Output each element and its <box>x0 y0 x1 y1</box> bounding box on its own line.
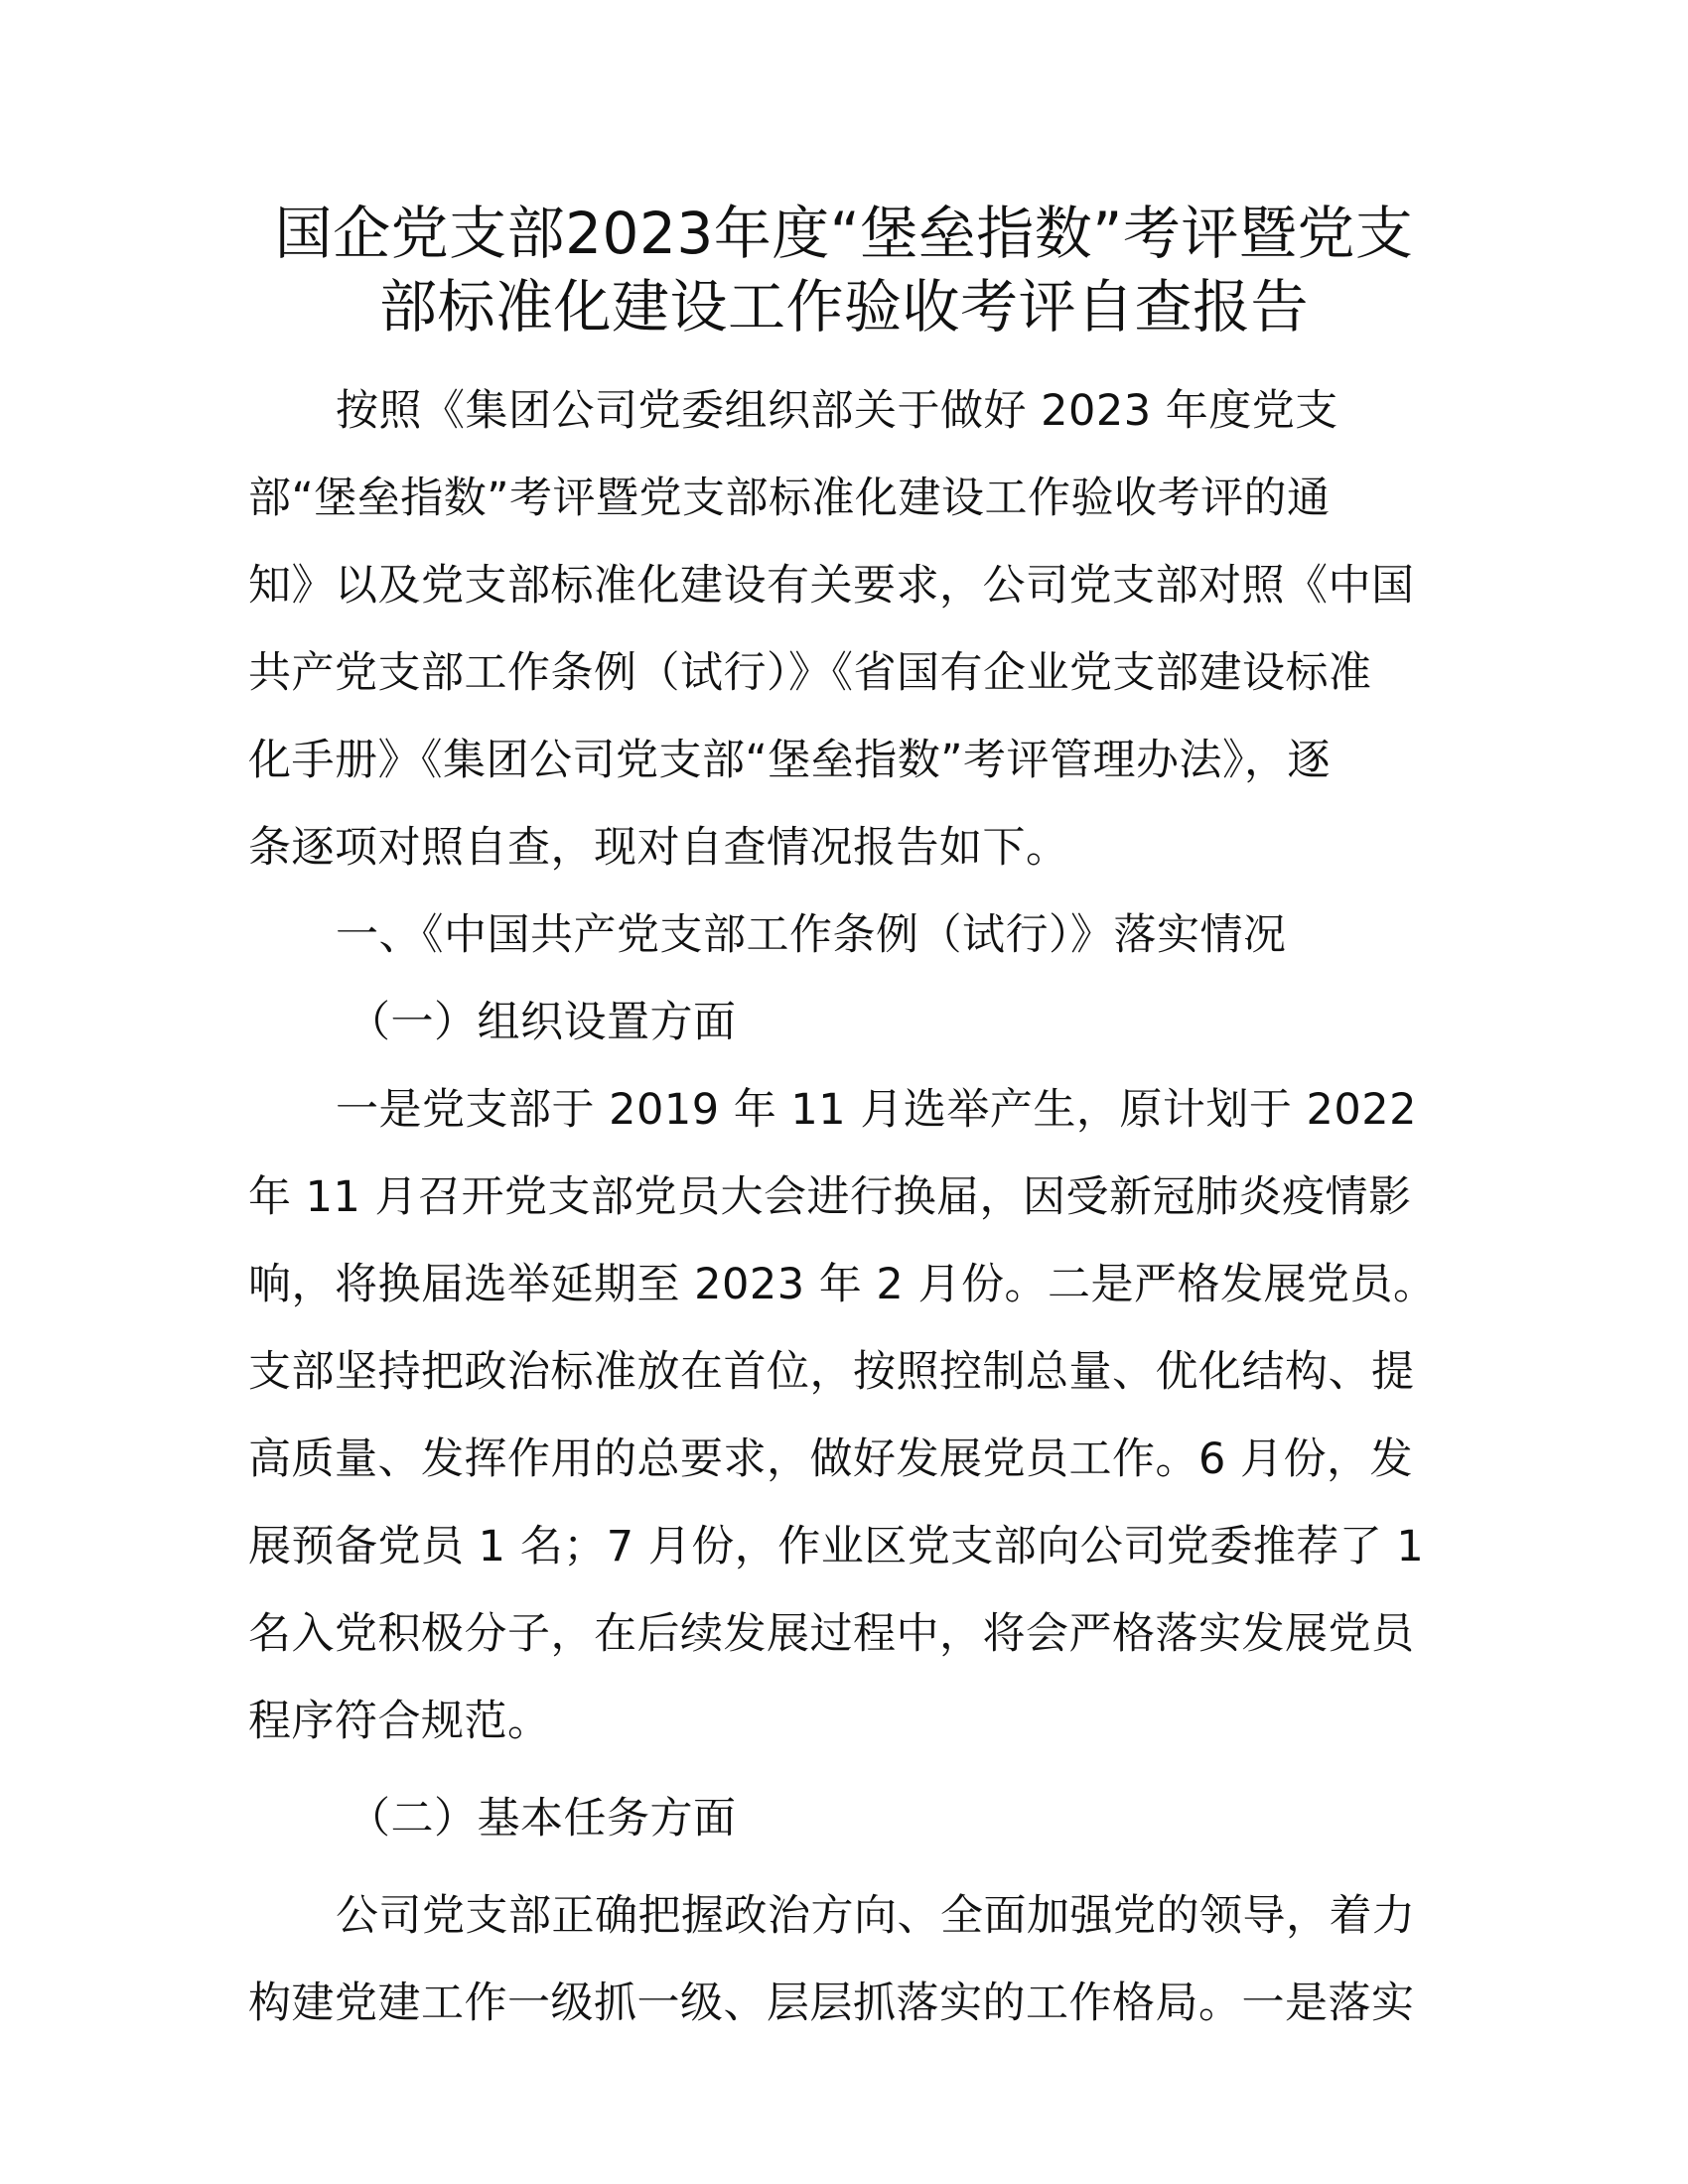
subsection-paragraph <box>248 1872 1440 2047</box>
paragraph-line: 共产党支部工作条例（试行）》《省国有企业党支部建设标准 <box>248 648 1372 698</box>
section-heading: 一、《中国共产党支部工作条例（试行）》落实情况 <box>336 910 1287 960</box>
paragraph-line: 名入党积极分子，在后续发展过程中，将会严格落实发展党员 <box>248 1609 1415 1659</box>
paragraph-line: 高质量、发挥作用的总要求，做好发展党员工作。6 月份，发 <box>248 1434 1414 1484</box>
paragraph-line: 程序符合规范。 <box>248 1697 551 1746</box>
intro-paragraph <box>248 367 1440 891</box>
paragraph-line: 支部坚持把政治标准放在首位，按照控制总量、优化结构、提 <box>248 1347 1415 1397</box>
paragraph-line: 知》以及党支部标准化建设有关要求，公司党支部对照《中国 <box>248 561 1415 611</box>
paragraph-line: 化手册》《集团公司党支部“堡垒指数”考评管理办法》，逐 <box>248 736 1332 785</box>
spacer <box>248 1765 1440 1775</box>
paragraph-line: 按照《集团公司党委组织部关于做好 2023 年度党支 <box>336 386 1338 436</box>
subsection-heading: （二）基本任务方面 <box>348 1794 737 1843</box>
subsection-paragraph <box>248 1066 1440 1765</box>
paragraph-line: 构建党建工作一级抓一级、层层抓落实的工作格局。一是落实 <box>248 1979 1415 2028</box>
paragraph-line: 年 11 月召开党支部党员大会进行换届，因受新冠肺炎疫情影 <box>248 1172 1412 1222</box>
document-title <box>248 197 1440 343</box>
spacer <box>248 343 1440 367</box>
title-line: 部标准化建设工作验收考评自查报告 <box>378 273 1309 341</box>
title-line: 国企党支部2023年度“堡垒指数”考评暨党支 <box>274 200 1414 267</box>
spacer <box>248 1862 1440 1872</box>
paragraph-line: 公司党支部正确把握政治方向、全面加强党的领导，着力 <box>336 1891 1416 1941</box>
paragraph-line: 响，将换届选举延期至 2023 年 2 月份。二是严格发展党员。 <box>248 1260 1437 1309</box>
paragraph-line: 部“堡垒指数”考评暨党支部标准化建设工作验收考评的通 <box>248 474 1331 523</box>
paragraph-line: 条逐项对照自查，现对自查情况报告如下。 <box>248 823 1069 873</box>
paragraph-line: 一是党支部于 2019 年 11 月选举产生，原计划于 2022 <box>336 1085 1417 1135</box>
document-body <box>248 197 1440 2047</box>
subsection-heading: （一）组织设置方面 <box>348 998 737 1047</box>
paragraph-line: 展预备党员 1 名；7 月份，作业区党支部向公司党委推荐了 1 <box>248 1522 1425 1571</box>
